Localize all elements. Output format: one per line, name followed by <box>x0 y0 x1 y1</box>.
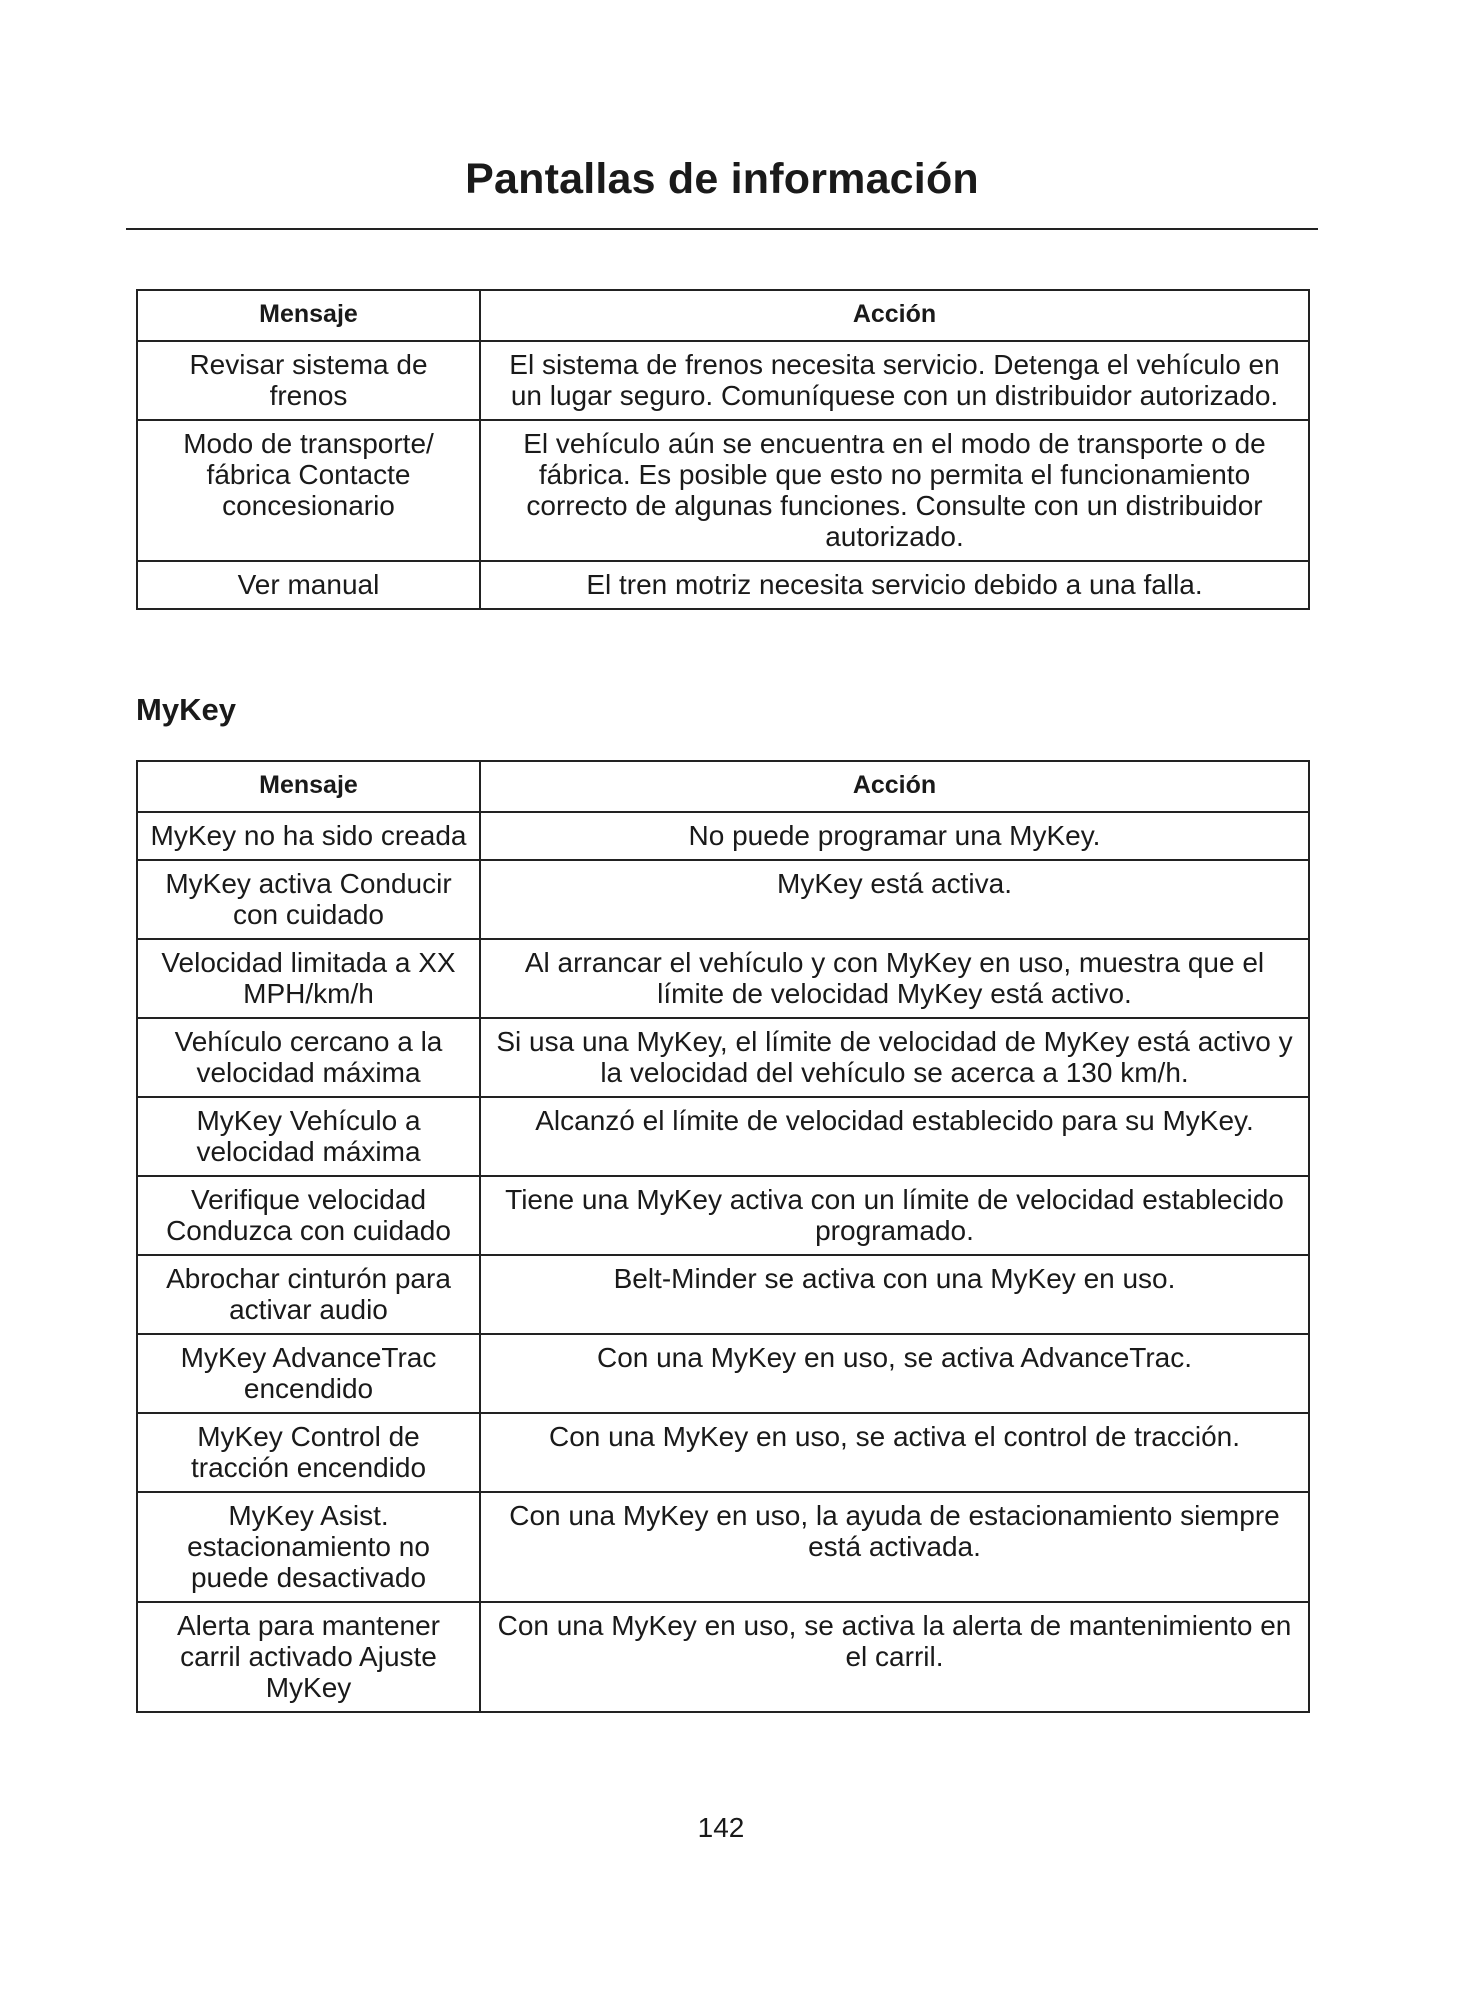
action-cell: Con una MyKey en uso, la ayuda de estacionamiento siempre está activada. <box>480 1492 1309 1602</box>
action-cell: Si usa una MyKey, el límite de velocidad de MyKey está activo y la velocidad del vehículo se acerca a 130 km/h. <box>480 1018 1309 1097</box>
table-row <box>137 860 1309 939</box>
column-header-mensaje: Mensaje <box>137 290 480 341</box>
table-row <box>137 939 1309 1018</box>
mykey-table <box>136 760 1310 1713</box>
table-row <box>137 1413 1309 1492</box>
messages-table <box>136 289 1310 610</box>
action-cell: Con una MyKey en uso, se activa el control de tracción. <box>480 1413 1309 1492</box>
column-header-mensaje: Mensaje <box>137 761 480 812</box>
page-number: 142 <box>697 1812 745 1843</box>
table-row <box>137 1176 1309 1255</box>
section-heading-mykey: MyKey <box>136 692 236 727</box>
action-cell: Belt-Minder se activa con una MyKey en uso. <box>480 1255 1309 1334</box>
table-row <box>137 420 1309 561</box>
table-row <box>137 1255 1309 1334</box>
table-row <box>137 1334 1309 1413</box>
action-cell: Con una MyKey en uso, se activa AdvanceTrac. <box>480 1334 1309 1413</box>
table-row <box>137 1492 1309 1602</box>
message-cell: MyKey Vehículo a velocidad máxima <box>137 1097 480 1176</box>
action-cell: Alcanzó el límite de velocidad establecido para su MyKey. <box>480 1097 1309 1176</box>
action-cell: El sistema de frenos necesita servicio. Detenga el vehículo en un lugar seguro. Comuníquese con un distribuidor autorizado. <box>480 341 1309 420</box>
message-cell: MyKey activa Conducir con cuidado <box>137 860 480 939</box>
table-row <box>137 1097 1309 1176</box>
action-cell: Al arrancar el vehículo y con MyKey en uso, muestra que el límite de velocidad MyKey está activo. <box>480 939 1309 1018</box>
table-row <box>137 561 1309 609</box>
table-header-row <box>137 290 1309 341</box>
message-cell: Alerta para mantener carril activado Ajuste MyKey <box>137 1602 480 1712</box>
title-divider <box>126 228 1318 230</box>
message-cell: MyKey AdvanceTrac encendido <box>137 1334 480 1413</box>
action-cell: No puede programar una MyKey. <box>480 812 1309 860</box>
table-row <box>137 341 1309 420</box>
message-cell: Ver manual <box>137 561 480 609</box>
action-cell: Tiene una MyKey activa con un límite de velocidad establecido programado. <box>480 1176 1309 1255</box>
action-cell: El tren motriz necesita servicio debido a una falla. <box>480 561 1309 609</box>
action-cell: MyKey está activa. <box>480 860 1309 939</box>
message-cell: MyKey Asist. estacionamiento no puede desactivado <box>137 1492 480 1602</box>
column-header-accion: Acción <box>480 761 1309 812</box>
column-header-accion: Acción <box>480 290 1309 341</box>
message-cell: Vehículo cercano a la velocidad máxima <box>137 1018 480 1097</box>
action-cell: El vehículo aún se encuentra en el modo de transporte o de fábrica. Es posible que esto no permita el funcionamiento correcto de algunas funciones. Consulte con un distribuidor autorizado. <box>480 420 1309 561</box>
table-row <box>137 1602 1309 1712</box>
message-cell: Modo de transporte/ fábrica Contacte concesionario <box>137 420 480 561</box>
table-row <box>137 1018 1309 1097</box>
message-cell: Revisar sistema de frenos <box>137 341 480 420</box>
message-cell: Velocidad limitada a XX MPH/km/h <box>137 939 480 1018</box>
message-cell: Verifique velocidad Conduzca con cuidado <box>137 1176 480 1255</box>
message-cell: MyKey no ha sido creada <box>137 812 480 860</box>
page-title: Pantallas de información <box>465 155 979 203</box>
message-cell: MyKey Control de tracción encendido <box>137 1413 480 1492</box>
table-row <box>137 812 1309 860</box>
table-header-row <box>137 761 1309 812</box>
message-cell: Abrochar cinturón para activar audio <box>137 1255 480 1334</box>
action-cell: Con una MyKey en uso, se activa la alerta de mantenimiento en el carril. <box>480 1602 1309 1712</box>
